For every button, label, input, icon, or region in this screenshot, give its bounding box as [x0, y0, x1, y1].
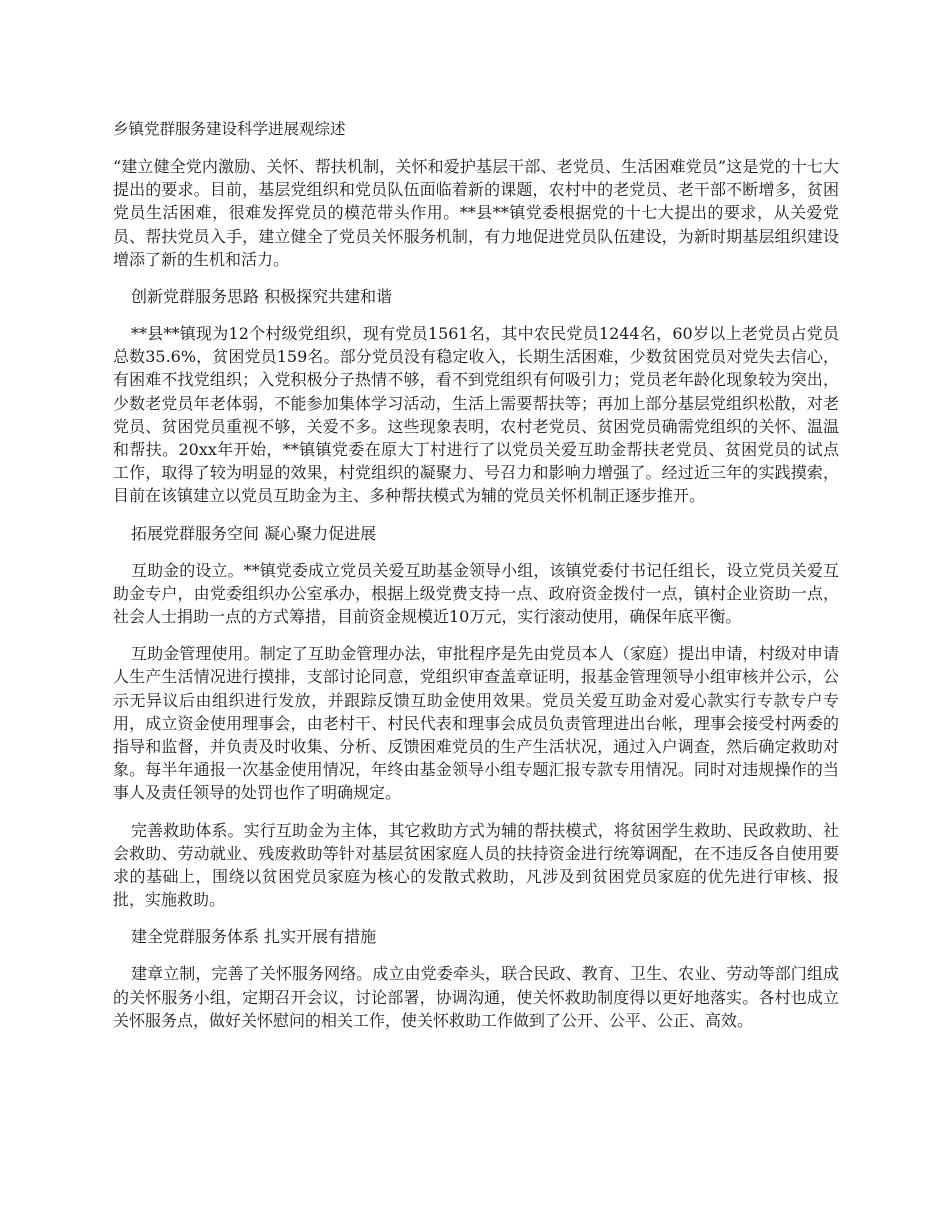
intro-paragraph: “建立健全党内激励、关怀、帮扶机制，关怀和爱护基层干部、老党员、生活困难党员”这是党的十七大提出的要求。目前，基层党组织和党员队伍面临着新的课题，农村中的老党员、老干部不断增多，贫困党员生活困难，很难发挥党员的模范带头作用。**县**镇党委根据党的十七大提出的要求，从关爱党员、帮扶党员入手，建立健全了党员关怀服务机制，有力地促进党员队伍建设，为新时期基层组织建设增添了新的生机和活力。	[113, 157, 839, 269]
section-heading-1: 创新党群服务思路 积极探究共建和谐	[131, 287, 393, 307]
document-title: 乡镇党群服务建设科学进展观综述	[113, 120, 346, 138]
document-page	[113, 118, 839, 1046]
section1-paragraph-1: **县**镇现为12个村级党组织，现有党员1561名，其中农民党员1244名，60岁以上老党员占党员总数35.6%，贫困党员159名。部分党员没有稳定收入，长期生活困难，少数贫困党员对党失去信心，有困难不找党组织；入党积极分子热情不够，看不到党组织有何吸引力；党员老年龄化现象较为突出，少数老党员年老体弱，不能参加集体学习活动，生活上需要帮扶等；再加上部分基层党组织松散，对老党员、贫困党员重视不够，关爱不多。这些现象表明，农村老党员、贫困党员确需党组织的关怀、温温和帮扶。20xx年开始，**镇镇党委在原大丁村进行了以党员关爱互助金帮扶老党员、贫困党员的试点工作，取得了较为明显的效果，村党组织的凝聚力、号召力和影响力增强了。经过近三年的实践摸索，目前在该镇建立以党员互助金为主、多种帮扶模式为辅的党员关怀机制正逐步推开。	[113, 324, 839, 506]
section2-paragraph-2: 互助金管理使用。制定了互助金管理办法，审批程序是先由党员本人（家庭）提出申请，村级对申请人生产生活情况进行摸排，支部讨论同意，党组织审查盖章证明，报基金管理领导小组审核并公示，公示无异议后由组织进行发放，并跟踪反馈互助金使用效果。党员关爱互助金对爱心款实行专款专户专用，成立资金使用理事会，由老村干、村民代表和理事会成员负责管理进出台帐，理事会接受村两委的指导和监督，并负责及时收集、分析、反馈困难党员的生产生活状况，通过入户调查，然后确定救助对象。每半年通报一次基金使用情况，年终由基金领导小组专题汇报专款专用情况。同时对违规操作的当事人及责任领导的处罚也作了明确规定。	[113, 644, 839, 803]
section-heading-3: 建全党群服务体系 扎实开展有措施	[131, 927, 377, 947]
section-heading-2: 拓展党群服务空间 凝心聚力促进展	[131, 523, 377, 543]
section2-paragraph-3: 完善救助体系。实行互助金为主体，其它救助方式为辅的帮扶模式，将贫困学生救助、民政救助、社会救助、劳动就业、残废救助等针对基层贫困家庭人员的扶持资金进行统筹调配，在不违反各自使用要求的基础上，围绕以贫困党员家庭为核心的发散式救助，凡涉及到贫困党员家庭的优先进行审核、报批，实施救助。	[113, 820, 839, 910]
section3-paragraph-1: 建章立制，完善了关怀服务网络。成立由党委牵头，联合民政、教育、卫生、农业、劳动等部门组成的关怀服务小组，定期召开会议，讨论部署，协调沟通，使关怀救助制度得以更好地落实。各村也成立关怀服务点，做好关怀慰问的相关工作，使关怀救助工作做到了公开、公平、公正、高效。	[113, 964, 839, 1030]
section2-paragraph-1: 互助金的设立。**镇党委成立党员关爱互助基金领导小组，该镇党委付书记任组长，设立党员关爱互助金专户，由党委组织办公室承办，根据上级党费支持一点、政府资金拨付一点，镇村企业资助一点，社会人士捐助一点的方式筹措，目前资金规模近10万元，实行滚动使用，确保年底平衡。	[113, 560, 839, 627]
